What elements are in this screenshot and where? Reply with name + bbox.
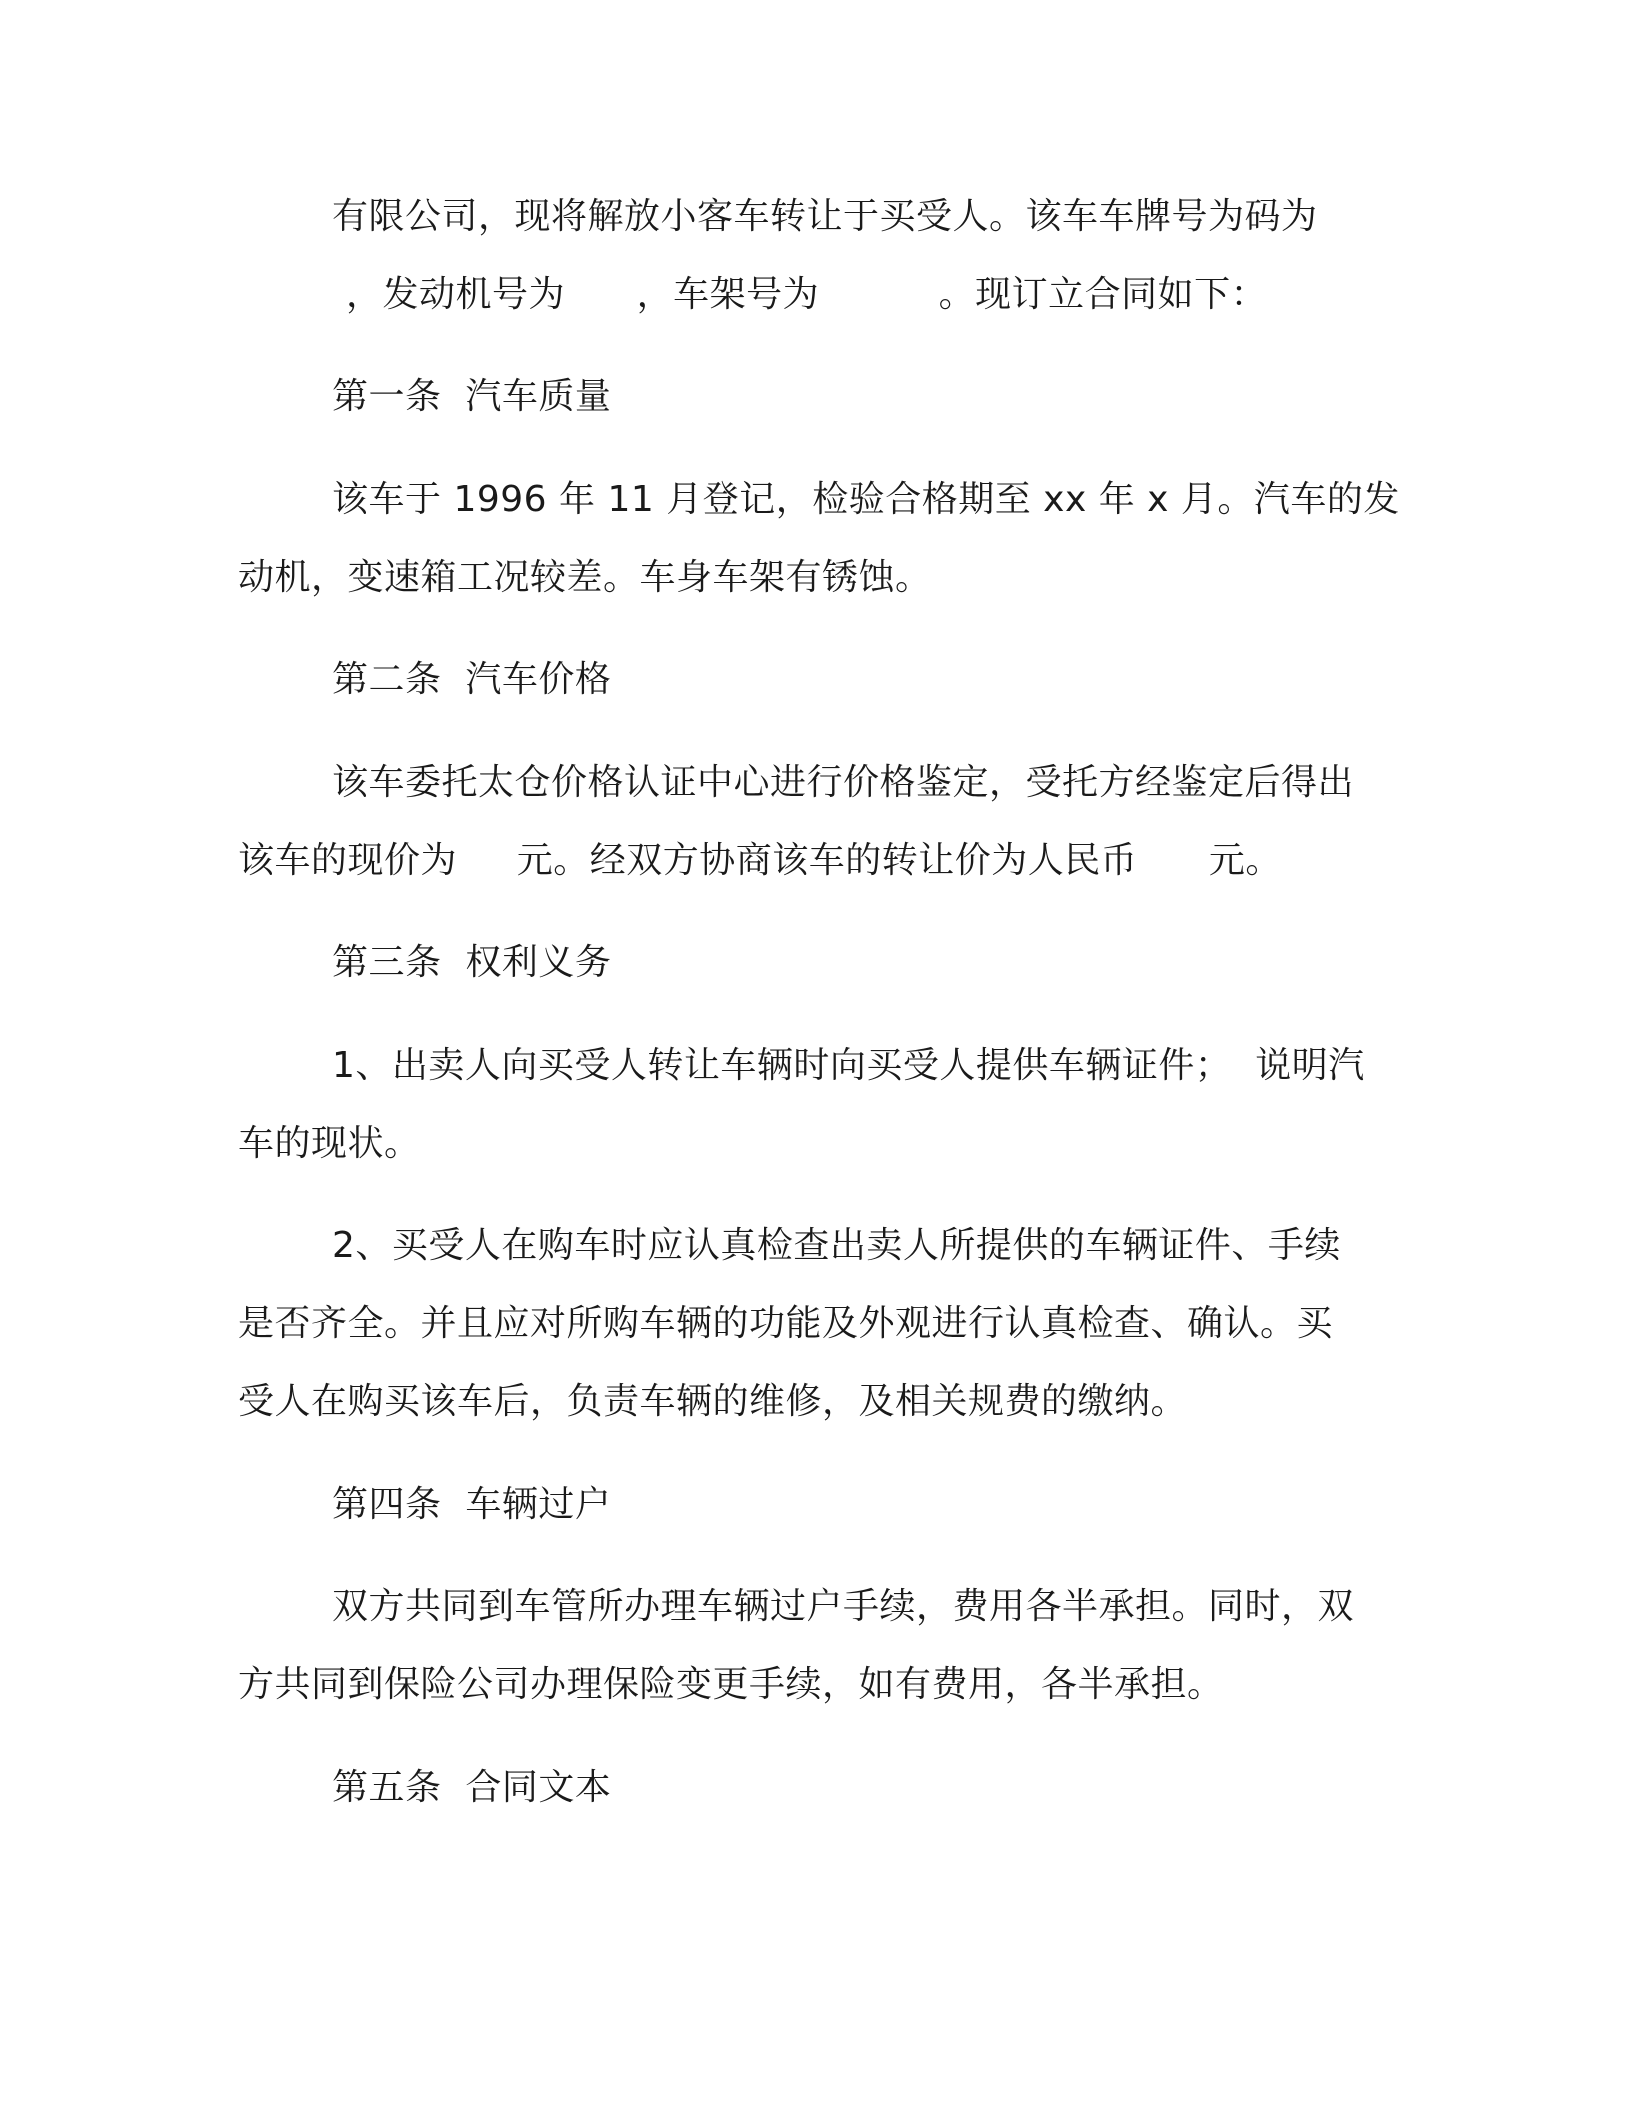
intro-line-1: 有限公司，现将解放小客车转让于买受人。该车车牌号为码为 <box>332 196 1318 237</box>
article-3-item-1-line-1: 1、出卖人向买受人转让车辆时向买受人提供车辆证件； 说明汽 <box>332 1045 1365 1086</box>
article-3-item-2-line-3: 受人在购买该车后，负责车辆的维修，及相关规费的缴纳。 <box>238 1381 1188 1422</box>
intro-line-2: ，发动机号为 ，车架号为 。现订立合同如下： <box>346 274 1268 315</box>
article-1-line-2: 动机，变速箱工况较差。车身车架有锈蚀。 <box>238 557 932 598</box>
article-3-item-1-line-2: 车的现状。 <box>238 1123 421 1164</box>
article-1-line-1: 该车于 1996 年 11 月登记，检验合格期至 xx 年 x 月。汽车的发 <box>332 479 1400 520</box>
article-4-line-2: 方共同到保险公司办理保险变更手续，如有费用，各半承担。 <box>238 1664 1224 1705</box>
article-4-line-1: 双方共同到车管所办理车辆过户手续，费用各半承担。同时，双 <box>332 1586 1355 1627</box>
article-3-heading: 第三条 权利义务 <box>332 942 612 983</box>
article-2-line-1: 该车委托太仓价格认证中心进行价格鉴定，受托方经鉴定后得出 <box>332 762 1355 803</box>
article-2-line-2: 该车的现价为 元。经双方协商该车的转让价为人民币 元。 <box>238 840 1282 881</box>
article-4-heading: 第四条 车辆过户 <box>332 1484 612 1525</box>
article-3-item-2-line-2: 是否齐全。并且应对所购车辆的功能及外观进行认真检查、确认。买 <box>238 1303 1334 1344</box>
article-1-heading: 第一条 汽车质量 <box>332 376 612 417</box>
article-2-heading: 第二条 汽车价格 <box>332 659 612 700</box>
article-5-heading: 第五条 合同文本 <box>332 1767 612 1808</box>
article-3-item-2-line-1: 2、买受人在购车时应认真检查出卖人所提供的车辆证件、手续 <box>332 1225 1341 1266</box>
